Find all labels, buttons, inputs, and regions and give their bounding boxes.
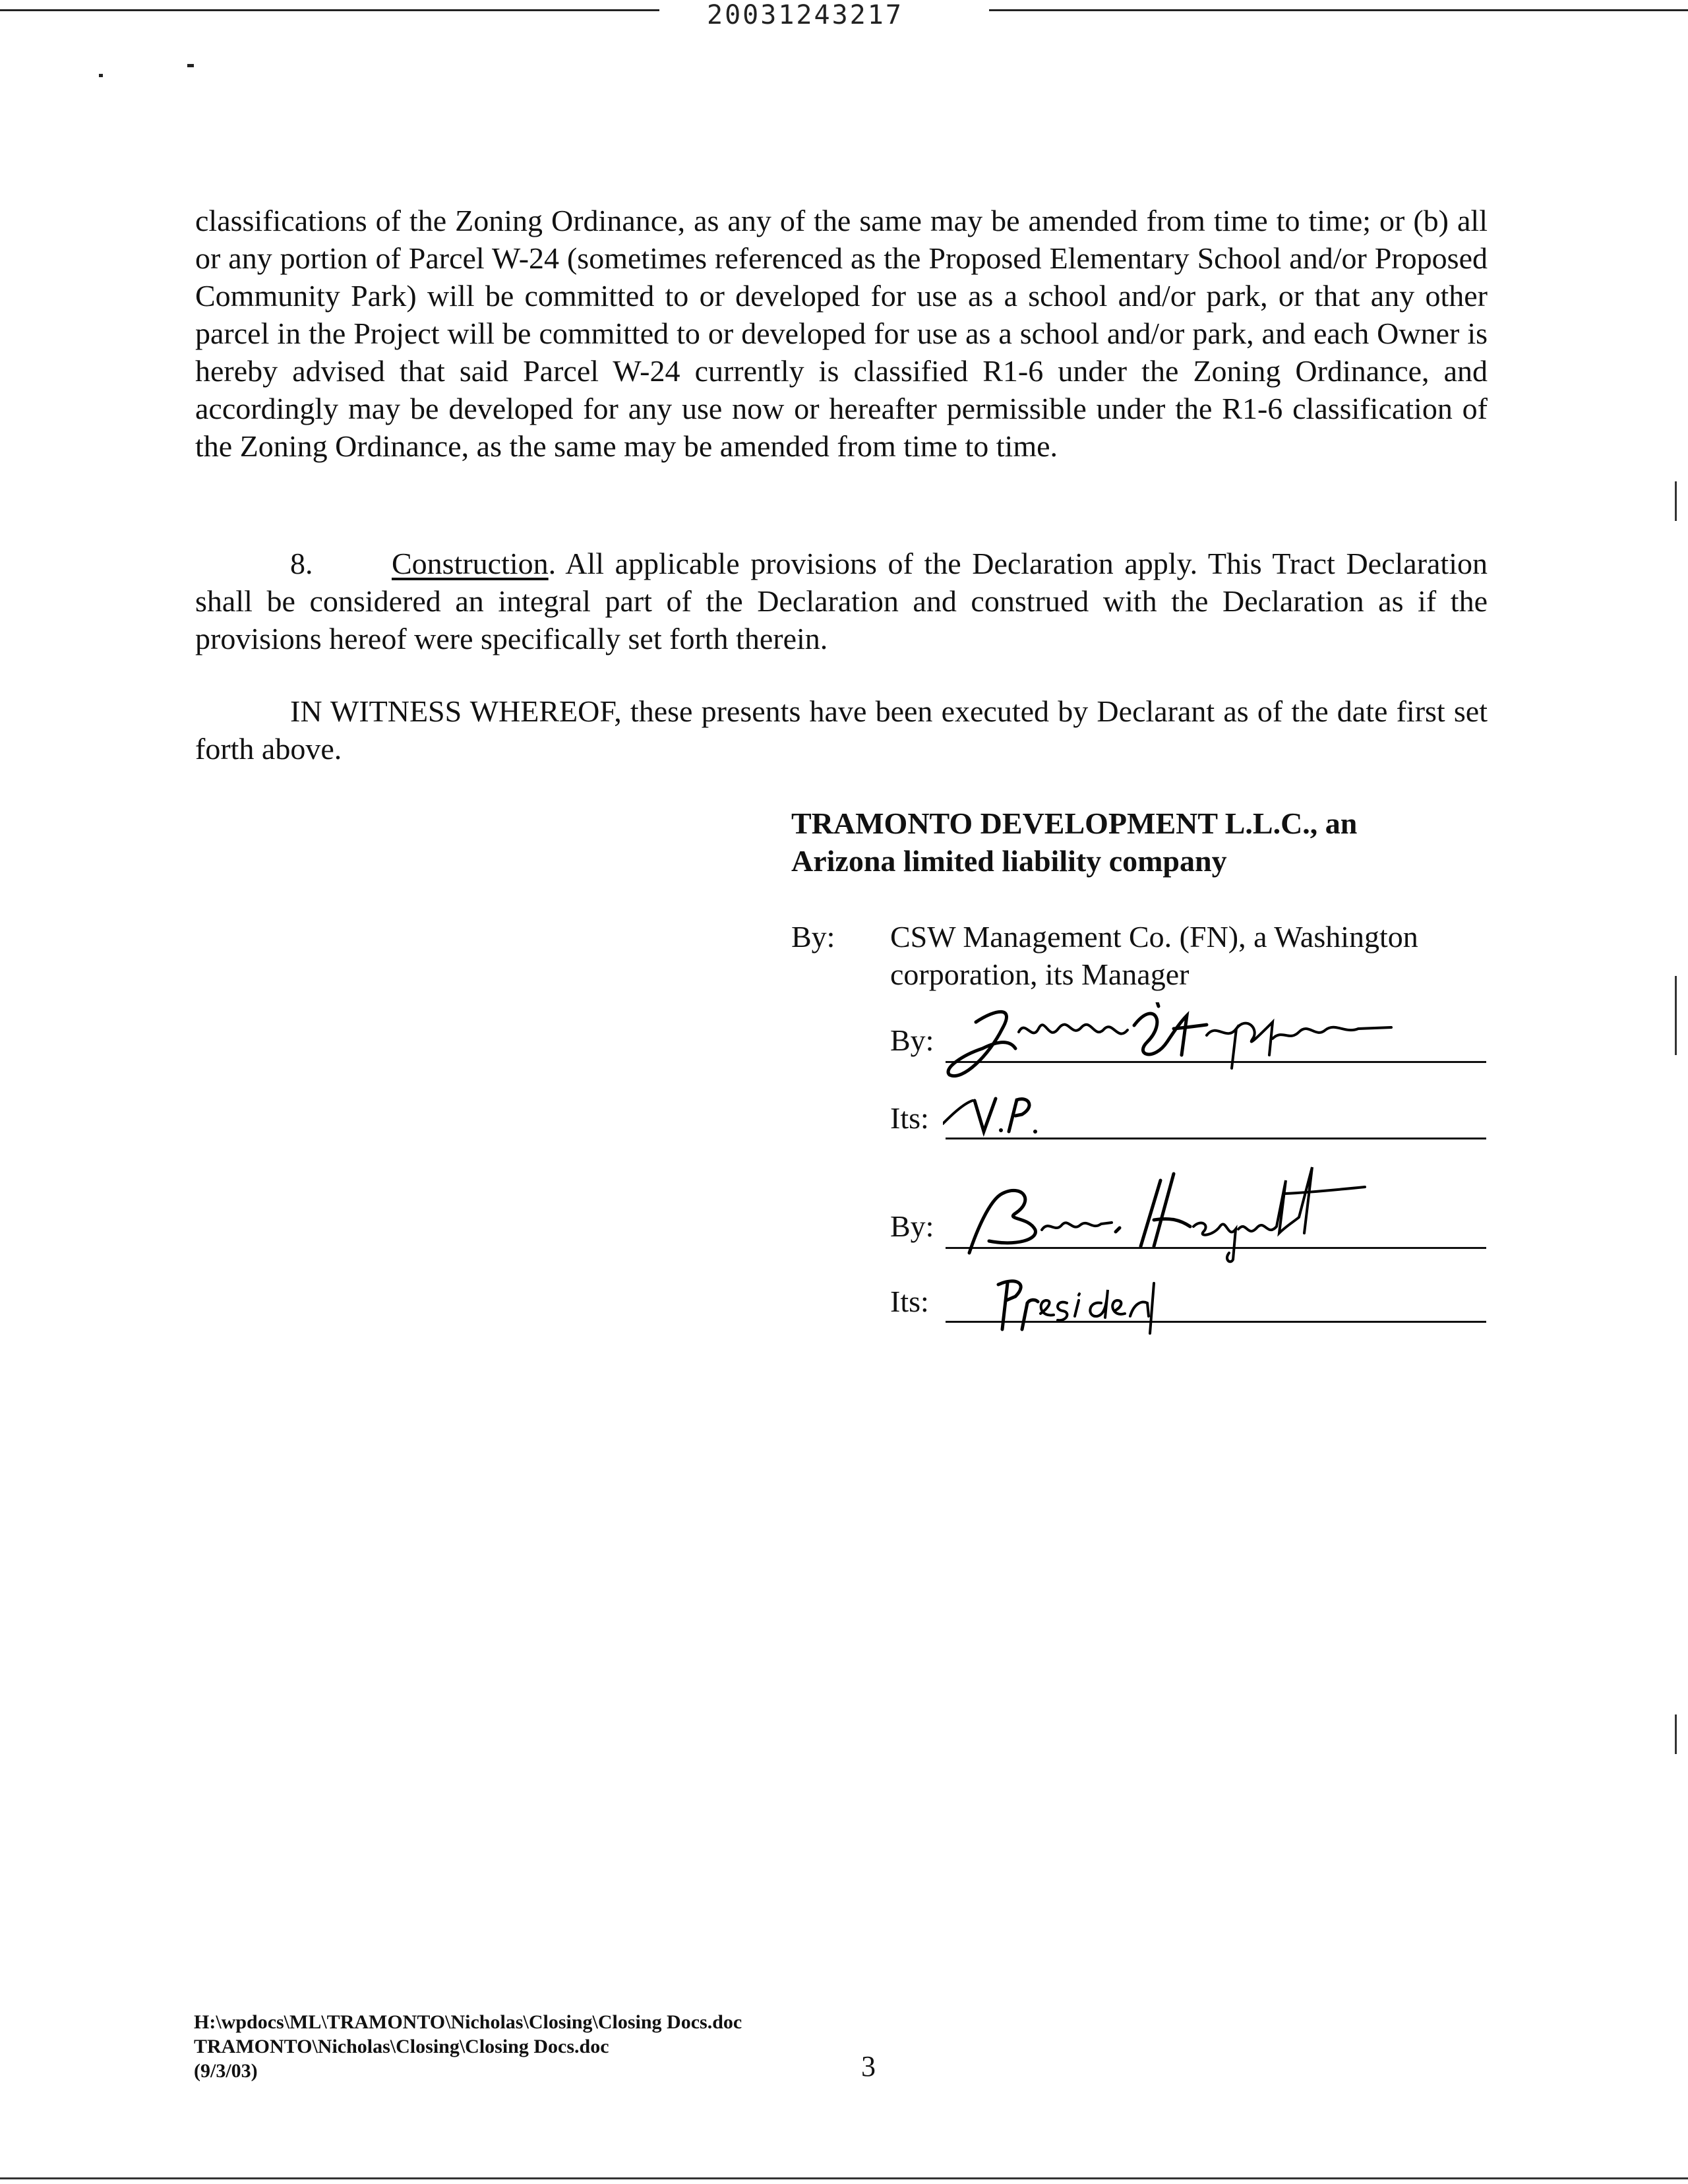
company-line-1: TRAMONTO DEVELOPMENT L.L.C., an — [791, 806, 1358, 840]
title-line-2 — [890, 1274, 1488, 1327]
paragraph-witness — [195, 692, 1488, 768]
paragraph-zoning: classifications of the Zoning Ordinance, as any of the same may be amended from time to time; or (b) all or any portion of Parcel W-24 (sometimes referenced as the Proposed Elementary School and/or Proposed Community Park) will be committed to or developed for use as a school and/or park, or that any other parcel in the Project will be committed to or developed for use as a school and/or park, and each Owner is hereby advised that said Parcel W-24 currently is classified R1-6 under the Zoning Ordinance, and accordingly may be developed for any use now or hereafter permissible under the R1-6 classification of the Zoning Ordinance, as the same may be amended from time to time. — [195, 204, 1488, 463]
top-rule-left — [0, 9, 659, 11]
by-label-manager: By: — [791, 920, 835, 954]
title-line-1 — [890, 1091, 1488, 1143]
manager-line-2: corporation, its Manager — [890, 957, 1190, 991]
top-rule-right — [989, 9, 1688, 11]
recording-number: 20031243217 — [707, 0, 903, 30]
footer-path-line-1: H:\wpdocs\ML\TRAMONTO\Nicholas\Closing\Closing Docs.doc — [194, 2011, 742, 2033]
by-label-2: By: — [890, 1209, 934, 1243]
footer-path-line-2: TRAMONTO\Nicholas\Closing\Closing Docs.doc — [194, 2036, 609, 2057]
by-label-1: By: — [890, 1023, 934, 1057]
scan-edge-mark — [1675, 1714, 1677, 1754]
handwritten-title-vp — [943, 1091, 1088, 1143]
signature-line-2 — [890, 1200, 1488, 1253]
footer-date: (9/3/03) — [194, 2060, 258, 2082]
section-number: 8. — [290, 547, 313, 580]
section-text: . All applicable provisions of the Declaration apply. This Tract Declaration shall be considered an integral part of the Declaration and construed with the Declaration as if the provisions hereof were specifically set forth therein. — [195, 547, 1488, 655]
paragraph-construction — [195, 545, 1488, 657]
company-name — [791, 804, 1488, 880]
scan-speck — [187, 64, 194, 67]
manager-line-1: CSW Management Co. (FN), a Washington — [890, 920, 1418, 954]
its-label-1: Its: — [890, 1101, 929, 1135]
footer-file-path — [194, 2010, 742, 2083]
company-line-2: Arizona limited liability company — [791, 844, 1227, 878]
handwritten-title-president — [989, 1270, 1187, 1336]
scan-bottom-rule — [0, 2177, 1688, 2179]
handwritten-signature-1 — [936, 1002, 1411, 1095]
scan-edge-mark — [1675, 481, 1677, 521]
manager-description — [890, 918, 1488, 993]
scan-edge-mark — [1675, 976, 1677, 1055]
signature-line-1 — [890, 1014, 1488, 1067]
scan-speck — [99, 74, 103, 77]
section-heading: Construction — [392, 547, 549, 580]
handwritten-signature-2 — [943, 1154, 1418, 1266]
its-label-2: Its: — [890, 1285, 929, 1318]
page-number: 3 — [861, 2050, 876, 2082]
witness-text: IN WITNESS WHEREOF, these presents have been executed by Declarant as of the date first set forth above. — [195, 694, 1488, 766]
